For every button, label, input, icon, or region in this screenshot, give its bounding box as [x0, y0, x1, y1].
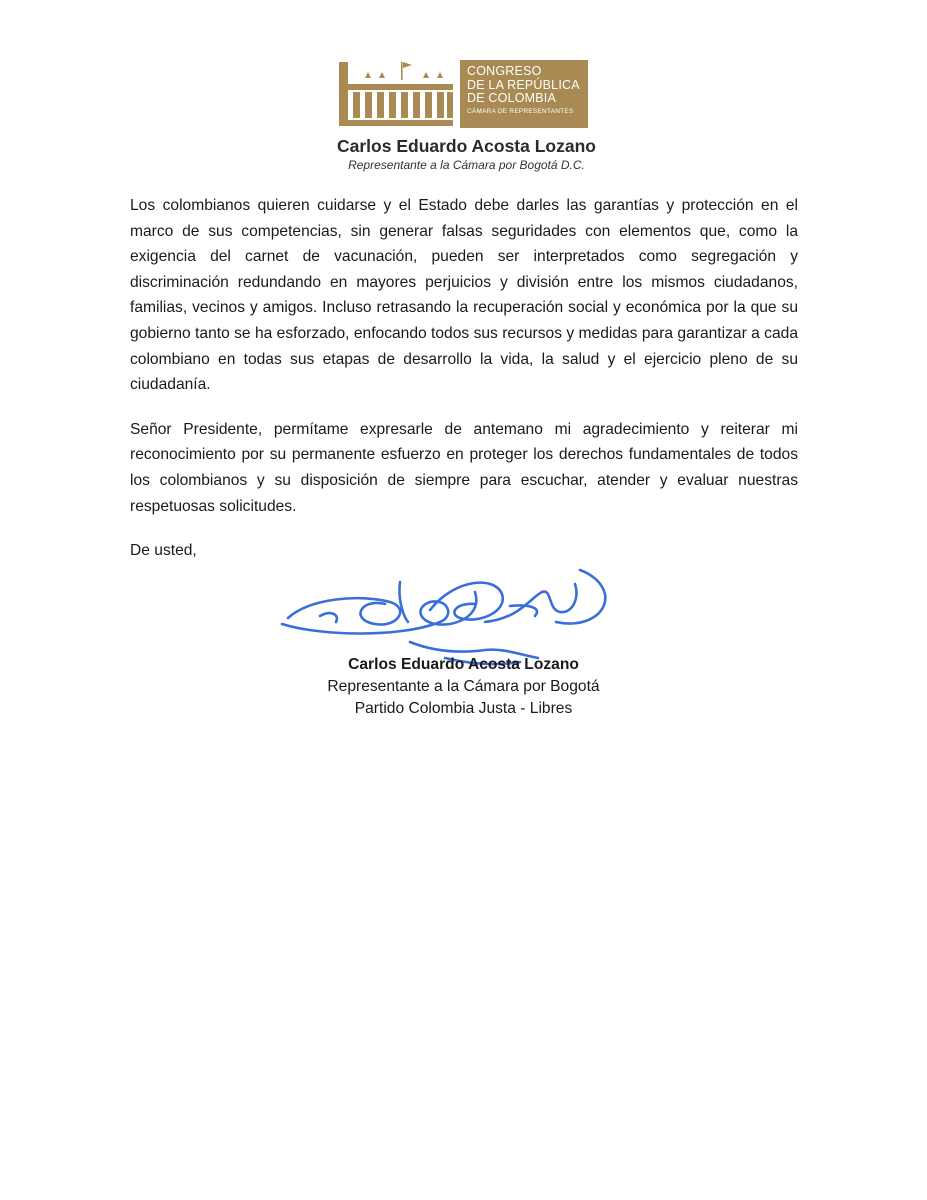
signer-role: Representante a la Cámara por Bogotá	[327, 678, 600, 695]
closing-salutation: De usted,	[130, 542, 197, 560]
body-paragraph: Los colombianos quieren cuidarse y el Estado debe darles las garantías y protección en el marco de sus competencias, sin generar falsas seguridades con elementos que, como la exigencia del carnet de vacunación, pueden ser interpretados como segregación y discriminación redundando en mayores perjuicios y división entre los mismos ciudadanos, familias, vecinos y amigos. Incluso retrasando la recuperación social y económica por la que su gobierno tanto se ha esforzado, enfocando todos sus recursos y medidas para garantizar a cada colombiano en todas sus etapas de desarrollo la vida, la salud y el ejercicio pleno de su ciudadanía.	[130, 197, 798, 394]
logo-line: DE LA REPÚBLICA	[467, 77, 580, 92]
signer-party: Partido Colombia Justa - Libres	[354, 700, 573, 717]
congress-logo	[337, 58, 589, 130]
logo-line: CONGRESO	[467, 64, 542, 78]
capitol-emblem-icon	[337, 58, 457, 130]
congress-logo-label	[460, 60, 588, 128]
letterhead-representative-name: Carlos Eduardo Acosta Lozano	[337, 136, 596, 156]
signature-block	[0, 654, 927, 720]
signer-name: Carlos Eduardo Acosta Lozano	[348, 656, 579, 673]
body-paragraph: Señor Presidente, permítame expresarle de antemano mi agradecimiento y reiterar mi reconocimiento por su permanente esfuerzo en proteger los derechos fundamentales de todos los colombianos y su disposición de siempre para escuchar, atender y evaluar nuestras respetuosas solicitudes.	[130, 420, 798, 515]
letterhead-representative-role: Representante a la Cámara por Bogotá D.C.	[348, 158, 585, 172]
letter-body	[130, 193, 798, 564]
letterhead	[0, 58, 927, 178]
logo-subtitle: CÁMARA DE REPRESENTANTES	[467, 107, 574, 115]
logo-line: DE COLOMBIA	[467, 91, 557, 105]
